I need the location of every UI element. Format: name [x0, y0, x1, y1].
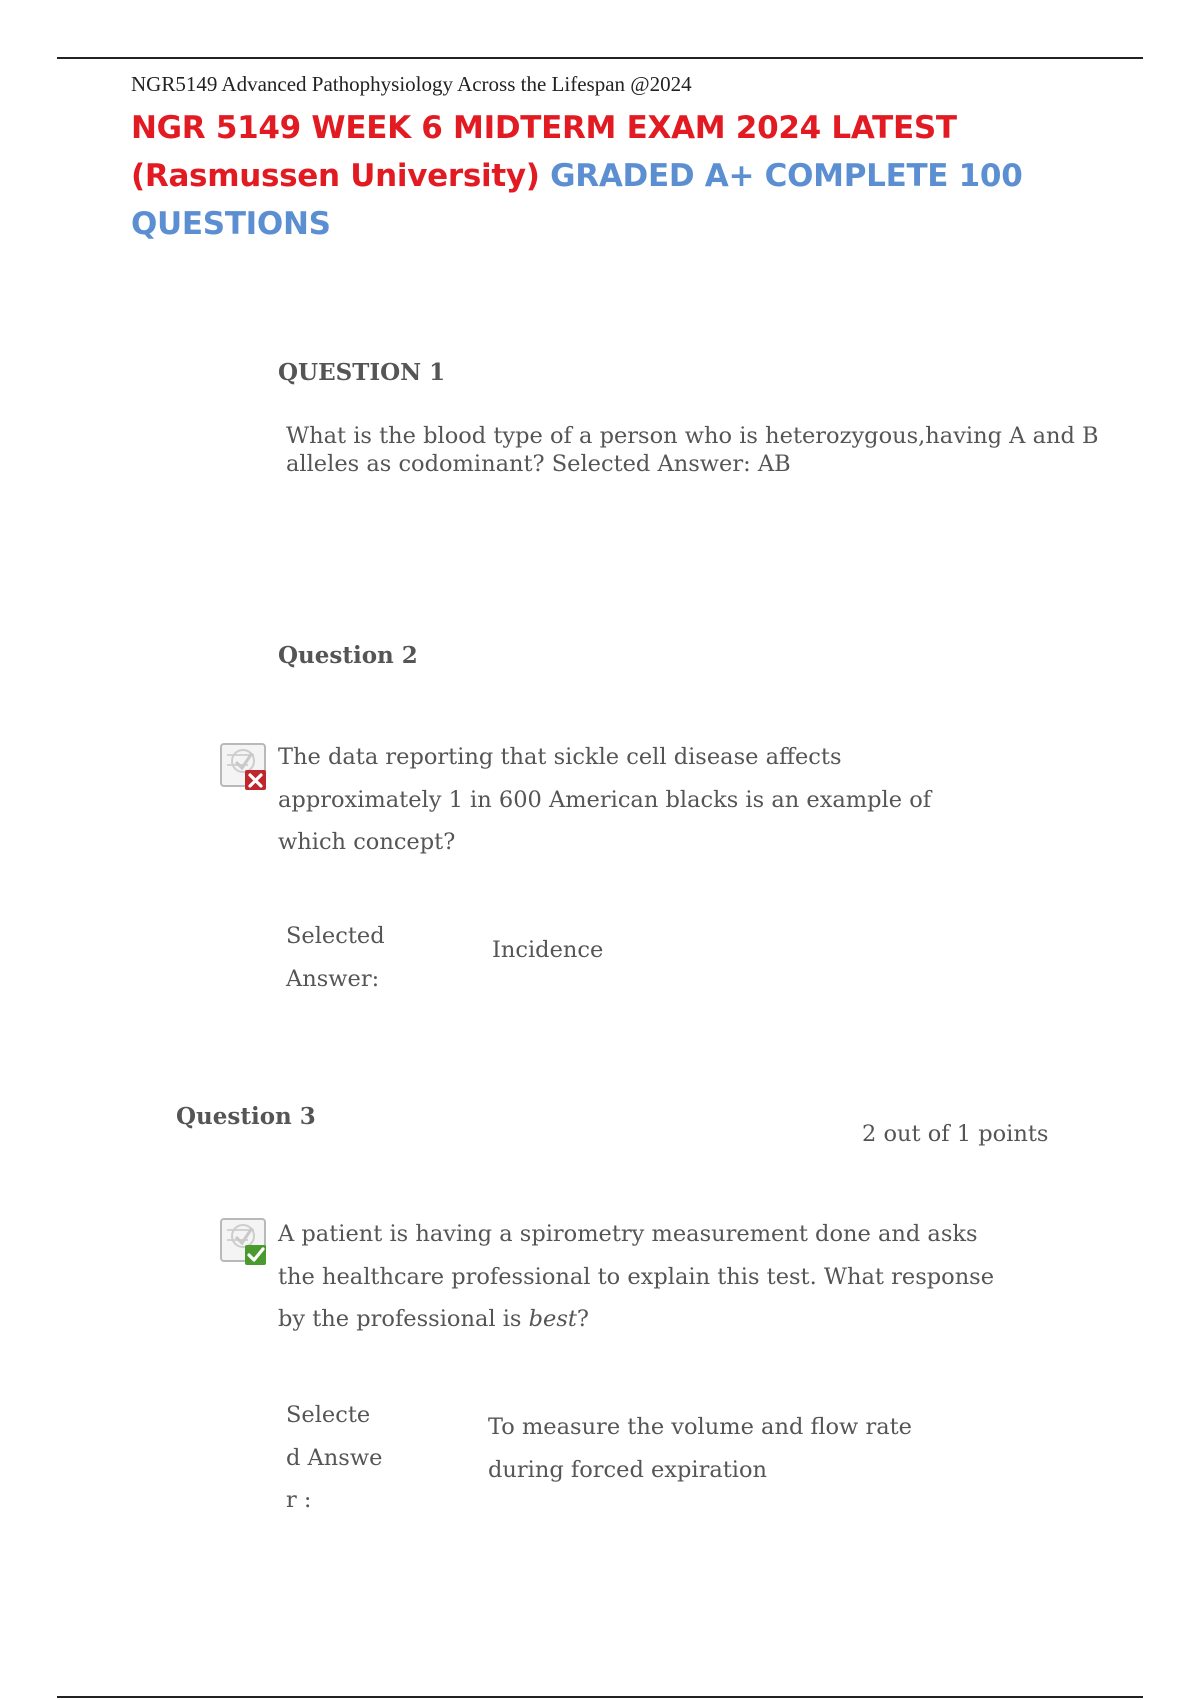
question-3-selected-label: Selecte d Answer :: [286, 1402, 383, 1513]
question-1-text: What is the blood type of a person who is heterozygous,having A and B alleles as codominant? Selected Answer: AB: [286, 423, 1099, 477]
question-2-selected-label: Selected Answer:: [286, 923, 385, 992]
running-header: NGR5149 Advanced Pathophysiology Across the Lifespan @2024: [131, 72, 692, 96]
question-3-selected-answer: To measure the volume and flow rate during forced expiration: [488, 1414, 912, 1483]
bottom-rule: [57, 1696, 1143, 1698]
correct-icon: [218, 1216, 270, 1268]
question-3-text-main: A patient is having a spirometry measurement done and asks the healthcare professional to explain this test. What response by the professional is: [278, 1221, 995, 1332]
question-3-heading: Question 3: [176, 1103, 316, 1130]
question-2-selected-answer: Incidence: [492, 937, 604, 963]
question-3-text-emphasis: best: [528, 1306, 577, 1332]
title-red-part: NGR 5149 WEEK 6 MIDTERM EXAM 2024 LATEST (Rasmussen University): [131, 110, 957, 194]
question-3-text: [278, 1213, 1013, 1341]
question-2-heading: Question 2: [278, 642, 418, 669]
question-3-points: 2 out of 1 points: [862, 1121, 1049, 1147]
incorrect-icon: [218, 741, 270, 793]
top-rule: [57, 57, 1143, 59]
question-2-text: The data reporting that sickle cell disease affects approximately 1 in 600 American blacks is an example of which concept?: [278, 744, 932, 855]
title-blue-part: GRADED A+ COMPLETE 100 QUESTIONS: [131, 158, 1023, 242]
document-title: [131, 104, 1071, 248]
question-1-heading: QUESTION 1: [278, 359, 446, 386]
question-3-text-end: ?: [576, 1306, 589, 1332]
